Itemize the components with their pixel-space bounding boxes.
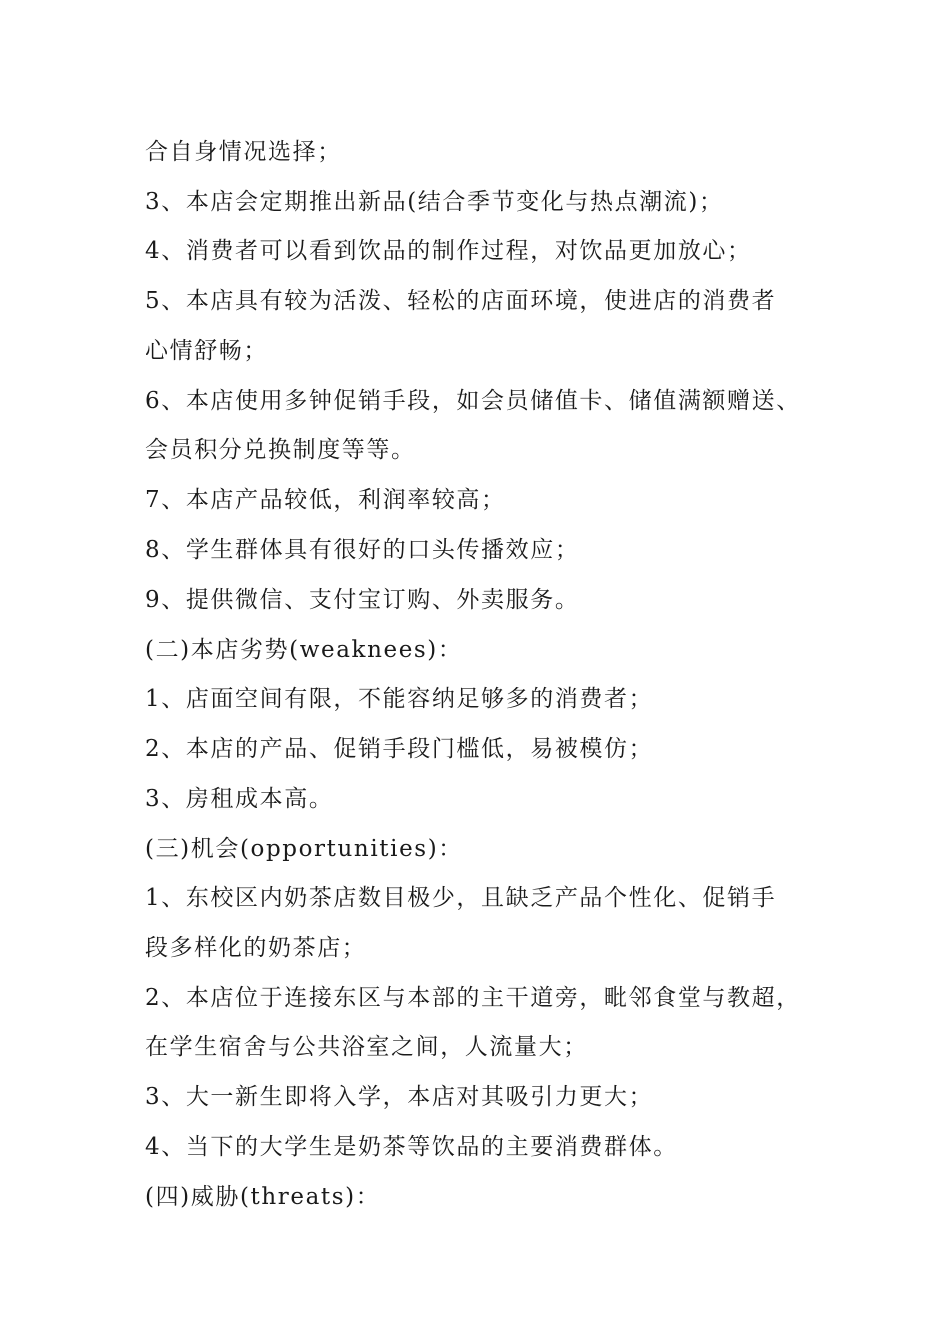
text-line: 8、学生群体具有很好的口头传播效应； — [145, 537, 580, 563]
text-line: 在学生宿舍与公共浴室之间，人流量大； — [145, 1034, 588, 1060]
text-line: 6、本店使用多钟促销手段，如会员储值卡、储值满额赠送、 — [145, 388, 801, 414]
text-line: 4、当下的大学生是奶茶等饮品的主要消费群体。 — [145, 1134, 678, 1160]
section-heading: (三)机会(opportunities)： — [145, 836, 463, 862]
text-line: 2、本店位于连接东区与本部的主干道旁，毗邻食堂与教超， — [145, 985, 801, 1011]
text-line: 7、本店产品较低，利润率较高； — [145, 487, 506, 513]
text-line: 5、本店具有较为活泼、轻松的店面环境，使进店的消费者 — [145, 288, 777, 314]
text-line: 1、店面空间有限，不能容纳足够多的消费者； — [145, 686, 654, 712]
text-line: 3、大一新生即将入学，本店对其吸引力更大； — [145, 1084, 654, 1110]
section-heading: (二)本店劣势(weaknees)： — [145, 637, 463, 663]
text-line: 合自身情况选择； — [145, 139, 342, 165]
text-line: 4、消费者可以看到饮品的制作过程，对饮品更加放心； — [145, 238, 752, 264]
text-line: 1、东校区内奶茶店数目极少，且缺乏产品个性化、促销手 — [145, 885, 777, 911]
text-line: 会员积分兑换制度等等。 — [145, 437, 416, 463]
section-heading: (四)威胁(threats)： — [145, 1184, 381, 1210]
text-line: 心情舒畅； — [145, 338, 268, 364]
text-line: 3、房租成本高。 — [145, 786, 334, 812]
text-line: 9、提供微信、支付宝订购、外卖服务。 — [145, 587, 580, 613]
text-line: 3、本店会定期推出新品(结合季节变化与热点潮流)； — [145, 189, 724, 215]
text-line: 2、本店的产品、促销手段门槛低，易被模仿； — [145, 736, 654, 762]
text-line: 段多样化的奶茶店； — [145, 935, 367, 961]
